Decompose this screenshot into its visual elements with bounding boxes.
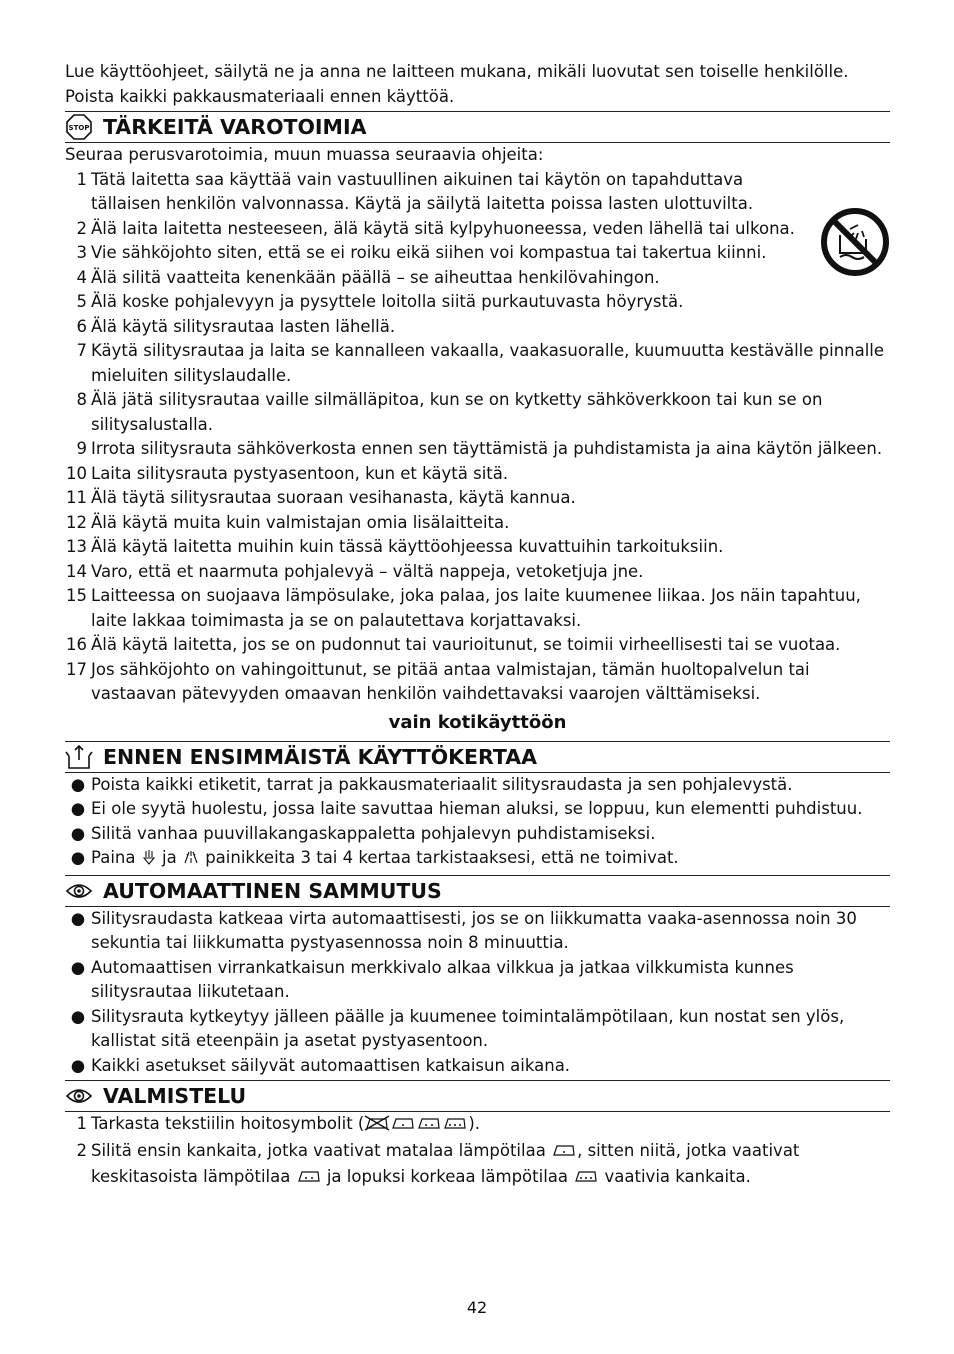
list-item: 1 Tarkasta tekstiilin hoitosymbolit ( ). [65,1112,890,1139]
auto-off-list [65,907,890,1079]
list-item: ● Paina ja painikkeita 3 tai 4 kertaa tarkistaaksesi, että ne toimivat. [65,846,890,873]
safety-heading [65,111,890,143]
list-item: ● Ei ole syytä huolestu, jossa laite savuttaa hieman aluksi, se loppuu, kun elementti puhdistuu. [70,799,863,818]
unpack-box-icon [65,744,103,770]
iron-medium-icon [296,1167,322,1192]
list-item: 1 Tätä laitetta saa käyttää vain vastuullinen aikuinen tai käytön on tapahduttava tällaisen henkilön valvonnassa. Käytä ja säilytä laitetta poissa lasten ulottuvilta. [76,169,754,213]
list-item: 9 Irrota silitysrauta sähköverkosta ennen sen täyttämistä ja puhdistamista ja aina käytön jälkeen. [76,439,883,458]
iron-low-icon [390,1114,416,1139]
no-bathroom-icon [820,207,890,277]
list-item: ● Poista kaikki etiketit, tarrat ja pakkausmateriaalit silitysraudasta ja sen pohjalevystä. [70,774,793,794]
list-item: ● Silitysraudasta katkeaa virta automaattisesti, jos se on liikkumatta vaaka-asennossa noin 30 sekuntia tai liikkumatta pystyasennossa noin 8 minuuttia. [70,908,857,952]
list-item: ● Silitä vanhaa puuvillakangaskappaletta pohjalevyn puhdistamiseksi. [70,823,656,843]
first-use-heading [65,741,890,773]
auto-off-heading [65,875,890,907]
list-item: ● Kaikki asetukset säilyvät automaattisen katkaisun aikana. [70,1055,571,1075]
list-item: 7 Käytä silitysrautaa ja laita se kannalleen vakaalla, vaakasuoralle, kuumuutta kestävälle pinnalle mieluiten silityslaudalle. [76,341,885,385]
list-item: ● Automaattisen virrankatkaisun merkkivalo alkaa vilkkua ja jatkaa vilkkumista kunnes silitysrautaa liikutetaan. [70,957,794,1001]
safety-lead: Seuraa perusvarotoimia, muun muassa seuraavia ohjeita: [65,145,544,164]
list-item: 16 Älä käytä laitetta, jos se on pudonnut tai vaurioitunut, se toimii virheellisesti tai se vuotaa. [66,635,841,654]
first-use-list [65,773,890,873]
prep-title: VALMISTELU [103,1084,247,1108]
spray-button-icon [182,848,200,873]
eye-icon [65,882,103,900]
list-item: 5 Älä koske pohjalevyyn ja pysyttele loitolla siitä purkautuvasta höyrystä. [76,292,684,311]
iron-medium-icon [416,1114,442,1139]
list-item: 8 Älä jätä silitysrautaa vaille silmälläpitoa, kun se on kytketty sähköverkkoon tai kun se on silitysalustalla. [76,390,823,434]
list-item: 2 Älä laita laitetta nesteeseen, älä käytä sitä kylpyhuoneessa, veden lähellä tai ulkona. [76,218,795,238]
intro-line: Poista kaikki pakkausmateriaali ennen käyttöä. [65,86,455,106]
list-item: 6 Älä käytä silitysrautaa lasten lähellä. [76,316,396,336]
iron-high-icon [442,1114,468,1139]
prep-heading [65,1080,890,1112]
list-item: 17 Jos sähköjohto on vahingoittunut, se pitää antaa valmistajan, tämän huoltopalvelun tai vastaavan pätevyyden omaavan henkilön vaihdettavaksi vaarojen välttämiseksi. [66,659,810,703]
manual-page [65,60,890,1192]
svg-text:STOP: STOP [68,124,90,132]
intro-text [65,60,890,109]
safety-title: TÄRKEITÄ VAROTOIMIA [103,115,367,139]
list-item: 10 Laita silitysrauta pystyasentoon, kun et käytä sitä. [66,463,509,483]
iron-high-icon [573,1167,599,1192]
stop-icon [65,113,103,141]
auto-off-title: AUTOMAATTINEN SAMMUTUS [103,878,442,903]
first-use-title: ENNEN ENSIMMÄISTÄ KÄYTTÖKERTAA [103,744,537,769]
steam-button-icon [141,848,157,873]
intro-line: Lue käyttöohjeet, säilytä ne ja anna ne laitteen mukana, mikäli luovutat sen toiselle henkilölle. [65,62,849,81]
home-use-note: vain kotikäyttöön [388,711,567,733]
list-item: 13 Älä käytä laitetta muihin kuin tässä käyttöohjeessa kuvattuihin tarkoituksiin. [66,537,724,556]
prep-list [65,1112,890,1192]
list-item: 12 Älä käytä muita kuin valmistajan omia lisälaitteita. [66,512,510,532]
list-item: 3 Vie sähköjohto siten, että se ei roiku eikä siihen voi kompastua tai takertua kiinni. [76,243,767,262]
page-number: 42 [466,1298,488,1317]
no-iron-icon [364,1114,390,1139]
list-item: 4 Älä silitä vaatteita kenenkään päällä – se aiheuttaa henkilövahingon. [76,267,660,287]
list-item: 14 Varo, että et naarmuta pohjalevyä – vältä nappeja, vetoketjuja jne. [66,561,644,581]
list-item: 2 Silitä ensin kankaita, jotka vaativat matalaa lämpötilaa , sitten niitä, jotka vaativat keskitasoista lämpötilaa ja lopuksi korkeaa lämpötilaa vaativia kankaita. [65,1139,890,1192]
safety-list [65,168,890,707]
iron-low-icon [551,1141,577,1166]
list-item: 11 Älä täytä silitysrautaa suoraan vesihanasta, käytä kannua. [66,488,576,507]
list-item: 15 Laitteessa on suojaava lämpösulake, joka palaa, jos laite kuumenee liikaa. Jos näin tapahtuu, laite lakkaa toimimasta ja se on palautettava korjattavaksi. [66,586,861,630]
list-item: ● Silitysrauta kytkeytyy jälleen päälle ja kuumenee toimintalämpötilaan, kun nostat sen ylös, kallistat sitä eteenpäin ja asetat pystyasentoon. [70,1006,845,1050]
eye-icon [65,1087,103,1105]
